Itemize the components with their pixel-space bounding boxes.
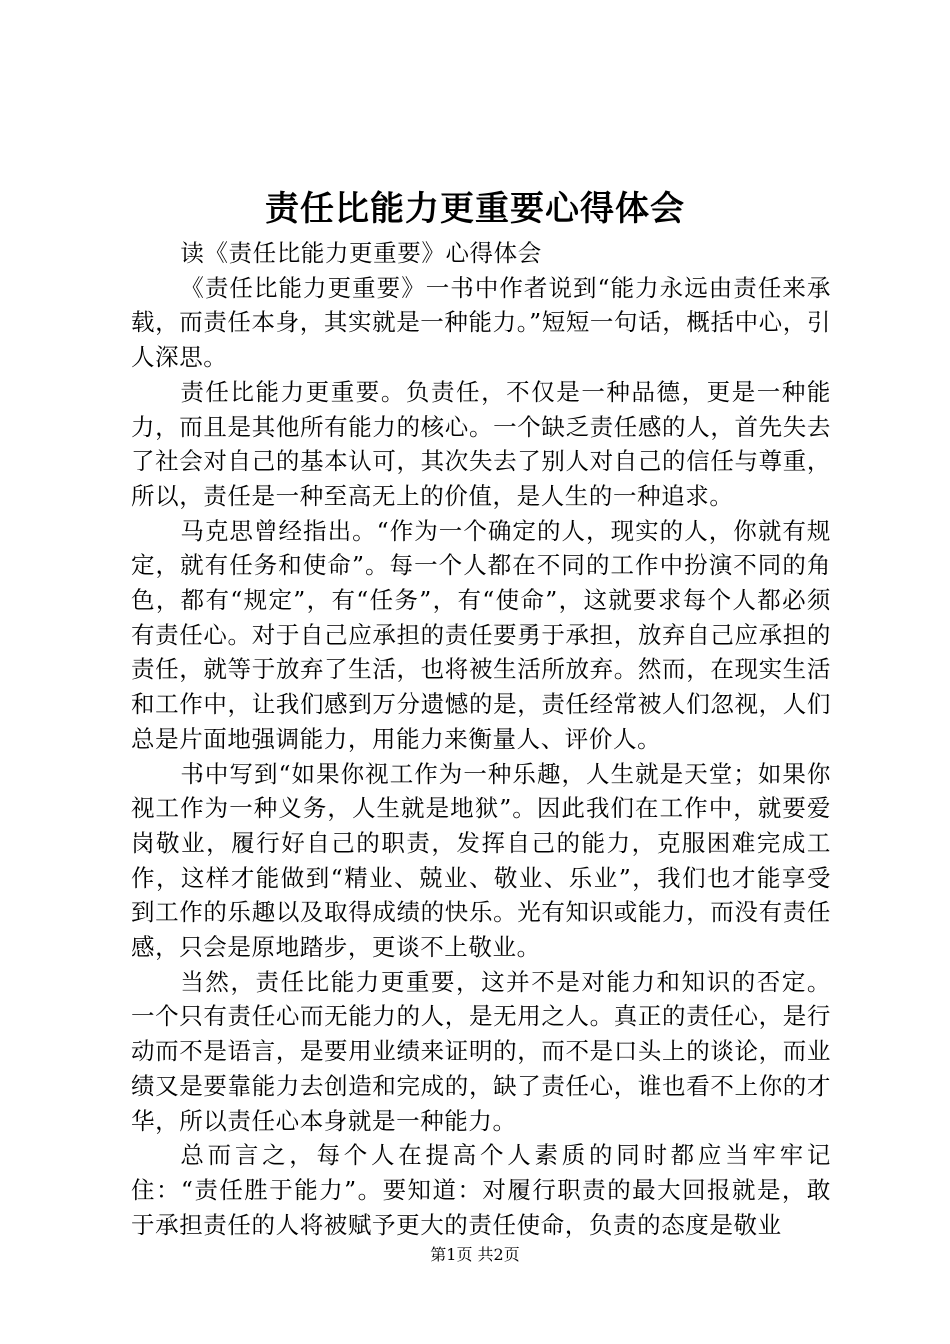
document-title: 责任比能力更重要心得体会 — [265, 189, 685, 229]
document-body — [131, 236, 831, 1242]
paragraph: 当然，责任比能力更重要，这并不是对能力和知识的否定。一个只有责任心而无能力的人，是无用之人。真正的责任心，是行动而不是语言，是要用业绩来证明的，而不是口头上的谈论，而业绩又是要靠能力去创造和完成的，缺了责任心，谁也看不上你的才华，所以责任心本身就是一种能力。 — [131, 967, 831, 1135]
paragraph-subtitle: 读《责任比能力更重要》心得体会 — [180, 239, 542, 267]
paragraph: 总而言之，每个人在提高个人素质的同时都应当牢牢记住：“责任胜于能力”。要知道：对履行职责的最大回报就是，敢于承担责任的人将被赋予更大的责任使命，负责的态度是敬业 — [131, 1141, 831, 1239]
paragraph: 责任比能力更重要。负责任，不仅是一种品德，更是一种能力，而且是其他所有能力的核心。一个缺乏责任感的人，首先失去了社会对自己的基本认可，其次失去了别人对自己的信任与尊重，所以，责任是一种至高无上的价值，是人生的一种追求。 — [131, 377, 831, 510]
paragraph: 书中写到“如果你视工作为一种乐趣，人生就是天堂；如果你视工作为一种义务，人生就是地狱”。因此我们在工作中，就要爱岗敬业，履行好自己的职责，发挥自己的能力，克服困难完成工作，这样才能做到“精业、兢业、敬业、乐业”，我们也才能享受到工作的乐趣以及取得成绩的快乐。光有知识或能力，而没有责任感，只会是原地踏步，更谈不上敬业。 — [131, 759, 831, 962]
page-number-footer: 第1页 共2页 — [430, 1245, 520, 1264]
paragraph: 马克思曾经指出。“作为一个确定的人，现实的人，你就有规定，就有任务和使命”。每一个人都在不同的工作中扮演不同的角色，都有“规定”，有“任务”，有“使命”，这就要求每个人都必须有责任心。对于自己应承担的责任要勇于承担，放弃自己应承担的责任，就等于放弃了生活，也将被生活所放弃。然而，在现实生活和工作中，让我们感到万分遗憾的是，责任经常被人们忽视，人们总是片面地强调能力，用能力来衡量人、评价人。 — [131, 516, 831, 753]
paragraph: 《责任比能力更重要》一书中作者说到“能力永远由责任来承载，而责任本身，其实就是一种能力。”短短一句话，概括中心，引人深思。 — [131, 273, 831, 372]
